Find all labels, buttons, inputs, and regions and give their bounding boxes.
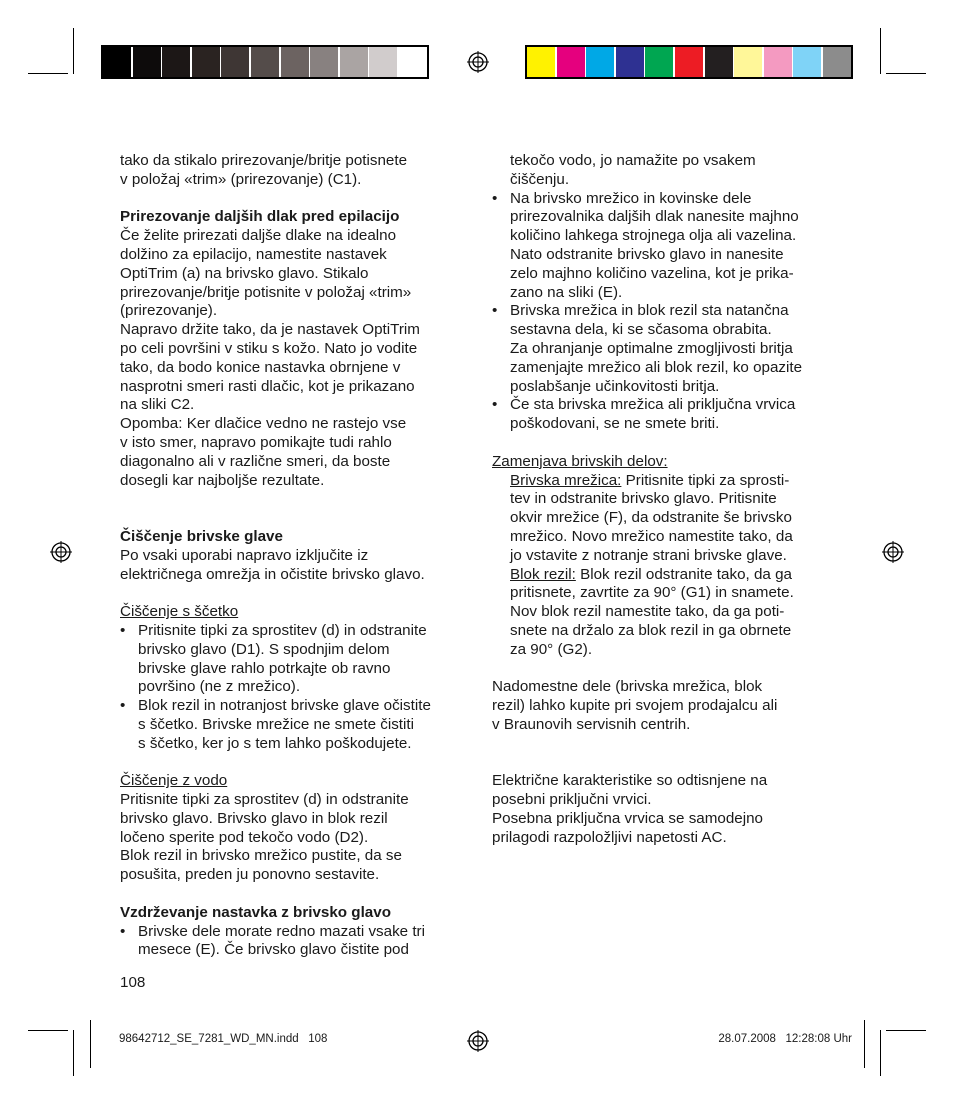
text-line: prirezovanje/britje potisnite v položaj «trim» (120, 283, 412, 301)
crop-mark (880, 28, 881, 74)
text-line: mesece (E). Če brivsko glavo čistite pod (138, 941, 409, 959)
list-item (492, 190, 842, 303)
crop-mark (73, 1030, 74, 1076)
text-line: Posebna priključna vrvica se samodejno (492, 809, 763, 827)
text-line: po celi površini v stiku s kožo. Nato jo vodite (120, 339, 418, 357)
crop-mark (886, 73, 926, 74)
label-foil: Brivska mrežica: (510, 471, 622, 489)
list-item (492, 302, 842, 396)
text-line: Pritisnite tipki za sprostitev (d) in odstranite (138, 621, 427, 639)
crop-mark (886, 1030, 926, 1031)
text-line: prirezovalnika daljših dlak nanesite majhno (510, 208, 799, 226)
text-line: Nov blok rezil namestite tako, da ga poti- (510, 603, 785, 621)
text-line: zelo majhno količino vazelina, kot je prika- (510, 264, 794, 282)
color-swatch (734, 47, 762, 77)
text-line: diagonalno ali v različne smeri, da boste (120, 452, 391, 470)
crop-mark (90, 1020, 91, 1068)
gray-swatch (162, 47, 190, 77)
color-swatch (527, 47, 555, 77)
text-line: brivsko glavo (D1). S spodnjim delom (138, 640, 390, 658)
subsection-heading: Čiščenje s ščetko (120, 603, 239, 621)
registration-mark-icon (50, 541, 72, 563)
text-line: (prirezovanje). (120, 302, 218, 320)
text-line: Pritisnite tipki za sprostitev (d) in odstranite (120, 791, 409, 809)
text-line: zamenjajte mrežico ali blok rezil, ko opazite (510, 358, 803, 376)
section-heading: Prirezovanje daljših dlak pred epilacijo (120, 208, 400, 226)
list-item (492, 396, 842, 434)
color-swatch (793, 47, 821, 77)
color-swatch (675, 47, 703, 77)
text-line: količino lahkega strojnega olja ali vazelina. (510, 227, 797, 245)
text-line: mrežico. Novo mrežico namestite tako, da (510, 527, 793, 545)
bullet: • (492, 302, 498, 320)
text-line: brivske glave rahlo potrkajte ob ravno (138, 659, 391, 677)
crop-mark (880, 1030, 881, 1076)
text-line: s ščetko. Brivske mrežice ne smete čistiti (138, 715, 414, 733)
color-swatch (616, 47, 644, 77)
text-line: tako, da bodo konice nastavka obrnjene v (120, 358, 401, 376)
text-line: ločeno sperite pod tekočo vodo (D2). (120, 828, 369, 846)
text-line: okvir mrežice (F), da odstranite še brivsko (510, 509, 792, 527)
text-line: električnega omrežja in očistite brivsko glavo. (120, 565, 425, 583)
crop-mark (28, 1030, 68, 1031)
text-line: za 90° (G2). (510, 640, 593, 658)
color-swatch (557, 47, 585, 77)
gray-swatch (192, 47, 220, 77)
registration-mark-icon (467, 51, 489, 73)
bullet: • (492, 396, 498, 414)
gray-swatch (310, 47, 338, 77)
text-line: Električne karakteristike so odtisnjene na (492, 772, 768, 790)
text-line: snete na držalo za blok rezil in ga obrnete (510, 621, 792, 639)
right-column (492, 152, 842, 847)
text-line: v isto smer, napravo pomikajte tudi rahlo (120, 433, 392, 451)
bullet: • (120, 621, 126, 639)
registration-mark-icon (467, 1030, 489, 1052)
text-line: Blok rezil odstranite tako, da ga (575, 565, 792, 583)
subsection-heading: Zamenjava brivskih delov: (492, 452, 668, 470)
text-line: Na brivsko mrežico in kovinske dele (510, 189, 752, 207)
color-swatch (764, 47, 792, 77)
color-swatch (645, 47, 673, 77)
text-line: nasprotni smeri rasti dlačic, kot je prikazano (120, 377, 415, 395)
footer-date: 28.07.2008 12:28:08 Uhr (718, 1033, 852, 1045)
registration-mark-icon (882, 541, 904, 563)
text-line: Brivska mrežica in blok rezil sta natančna (510, 302, 789, 320)
gray-swatch (399, 47, 427, 77)
left-column (120, 152, 465, 960)
text-line: sestavna dela, ki se sčasoma obrabita. (510, 321, 772, 339)
text-line: Napravo držite tako, da je nastavek OptiTrim (120, 321, 420, 339)
text-line: Pritisnite tipki za sprosti- (621, 471, 790, 489)
list-item (120, 697, 465, 753)
text-line: Blok rezil in brivsko mrežico pustite, da se (120, 847, 402, 865)
text-line: Opomba: Ker dlačice vedno ne rastejo vse (120, 415, 407, 433)
gray-swatch (251, 47, 279, 77)
bullet: • (120, 697, 126, 715)
gray-swatch (133, 47, 161, 77)
footer-file-info: 98642712_SE_7281_WD_MN.indd 108 (119, 1033, 328, 1045)
text-line: pritisnete, zavrtite za 90° (G1) in snamete. (510, 584, 794, 602)
gray-swatch (281, 47, 309, 77)
subsection-heading: Čiščenje z vodo (120, 772, 228, 790)
text-line: Za ohranjanje optimalne zmogljivosti britja (510, 339, 793, 357)
text-line: tako da stikalo prirezovanje/britje potisnete (120, 152, 408, 169)
text-line: Če želite prirezati daljše dlake na idealno (120, 227, 397, 245)
bullet: • (492, 189, 498, 207)
gray-swatch (340, 47, 368, 77)
list-item (120, 622, 465, 697)
text-line: Brivske dele morate redno mazati vsake tri (138, 922, 425, 940)
color-swatch (586, 47, 614, 77)
text-line: tekočo vodo, jo namažite po vsakem (510, 152, 756, 169)
text-line: Nadomestne dele (brivska mrežica, blok (492, 678, 763, 696)
text-line: s ščetko, ker jo s tem lahko poškodujete. (138, 734, 412, 752)
bullet: • (120, 922, 126, 940)
gray-swatch (369, 47, 397, 77)
text-line: Blok rezil in notranjost brivske glave očistite (138, 697, 431, 715)
label-cutter: Blok rezil: (510, 565, 576, 583)
text-line: v Braunovih servisnih centrih. (492, 715, 691, 733)
text-line: dolžino za epilacijo, namestite nastavek (120, 245, 387, 263)
crop-mark (864, 1020, 865, 1068)
text-line: posebni priključni vrvici. (492, 791, 652, 809)
text-line: čiščenju. (510, 170, 570, 188)
section-heading: Vzdrževanje nastavka z brivsko glavo (120, 903, 391, 921)
color-swatch (705, 47, 733, 77)
text-line: Po vsaki uporabi napravo izključite iz (120, 546, 369, 564)
text-line: OptiTrim (a) na brivsko glavo. Stikalo (120, 264, 369, 282)
text-line: brivsko glavo. Brivsko glavo in blok rezil (120, 809, 388, 827)
text-line: rezil) lahko kupite pri svojem prodajalcu ali (492, 697, 778, 715)
text-line: na sliki C2. (120, 396, 195, 414)
text-line: zano na sliki (E). (510, 283, 623, 301)
text-line: jo vstavite z notranje strani brivske glave. (510, 546, 787, 564)
text-line: v položaj «trim» (prirezovanje) (C1). (120, 170, 362, 188)
list-item (120, 923, 465, 961)
crop-mark (73, 28, 74, 74)
crop-mark (28, 73, 68, 74)
text-line: dosegli kar najboljše rezultate. (120, 471, 325, 489)
section-heading: Čiščenje brivske glave (120, 527, 283, 545)
text-line: površino (ne z mrežico). (138, 678, 301, 696)
text-line: Če sta brivska mrežica ali priključna vrvica (510, 396, 796, 414)
color-swatch (823, 47, 851, 77)
text-line: Nato odstranite brivsko glavo in nanesite (510, 245, 784, 263)
text-line: prilagodi razpoložljivi napetosti AC. (492, 828, 727, 846)
text-line: poškodovani, se ne smete briti. (510, 415, 720, 433)
page-number: 108 (120, 974, 146, 991)
gray-swatch (221, 47, 249, 77)
gray-swatch (103, 47, 131, 77)
text-line: poslabšanje učinkovitosti britja. (510, 377, 720, 395)
text-line: tev in odstranite brivsko glavo. Pritisnite (510, 490, 777, 508)
text-line: posušita, preden ju ponovno sestavite. (120, 866, 380, 884)
